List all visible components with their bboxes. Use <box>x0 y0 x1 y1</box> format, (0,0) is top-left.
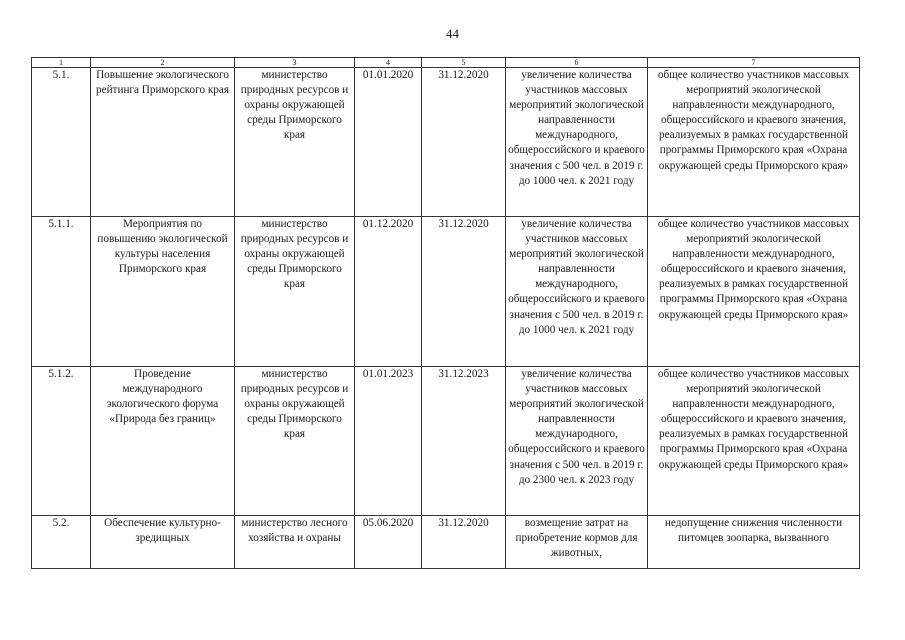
measure-name: Мероприятия по повышению экологической культуры населения Приморского края <box>91 217 235 367</box>
start-date: 05.06.2020 <box>362 517 414 529</box>
indicator: общее количество участников массовых мероприятий экологической направленности международного, общероссийского и краевого значения, реализуемых в рамках государственной программы Приморского края «Охрана окружающей среды Приморского края» <box>648 68 860 217</box>
column-number: 5 <box>422 58 506 68</box>
end-date: 31.12.2020 <box>438 517 489 529</box>
expected-result: увеличение количества участников массовых мероприятий экологической направленности международного, общероссийского и краевого значения с 500 чел. в 2019 г. до 2300 чел. к 2023 году <box>506 367 648 516</box>
table-row <box>32 367 860 516</box>
end-date: 31.12.2020 <box>422 217 506 367</box>
column-number: 6 <box>506 58 648 68</box>
measure-name: Повышение экологического рейтинга Приморского края <box>91 68 235 217</box>
column-number-row <box>32 58 860 68</box>
page-number: 44 <box>446 26 459 41</box>
column-number: 1 <box>32 58 91 68</box>
end-date: 31.12.2023 <box>422 367 506 516</box>
indicator: недопущение снижения численности питомцев зоопарка, вызванного <box>664 517 843 545</box>
executor: министерство лесного хозяйства и охраны <box>241 517 348 545</box>
item-number: 5.1.2. <box>32 367 91 516</box>
item-number: 5.1.1. <box>32 217 91 367</box>
column-number: 3 <box>235 58 355 68</box>
measure-name: Обеспечение культурно-зредищных <box>104 517 221 545</box>
start-date: 01.01.2023 <box>355 367 422 516</box>
executor: министерство природных ресурсов и охраны окружающей среды Приморского края <box>235 68 355 217</box>
indicator: общее количество участников массовых мероприятий экологической направленности международного, общероссийского и краевого значения, реализуемых в рамках государственной программы Приморского края «Охрана окружающей среды Приморского края» <box>648 217 860 367</box>
start-date: 01.12.2020 <box>355 217 422 367</box>
item-number: 5.2. <box>52 517 70 529</box>
expected-result: увеличение количества участников массовых мероприятий экологической направленности международного, общероссийского и краевого значения с 500 чел. в 2019 г. до 1000 чел. к 2021 году <box>506 68 648 217</box>
column-number: 7 <box>648 58 860 68</box>
measure-name: Проведение международного экологического форума «Природа без границ» <box>91 367 235 516</box>
column-number: 4 <box>355 58 422 68</box>
indicator: общее количество участников массовых мероприятий экологической направленности международного, общероссийского и краевого значения, реализуемых в рамках государственной программы Приморского края «Охрана окружающей среды Приморского края» <box>648 367 860 516</box>
executor: министерство природных ресурсов и охраны окружающей среды Приморского края <box>235 367 355 516</box>
column-number: 2 <box>91 58 235 68</box>
start-date: 01.01.2020 <box>355 68 422 217</box>
end-date: 31.12.2020 <box>422 68 506 217</box>
table-row <box>32 217 860 367</box>
table-row <box>32 516 860 569</box>
expected-result: возмещение затрат на приобретение кормов для животных, <box>515 517 638 560</box>
expected-result: увеличение количества участников массовых мероприятий экологической направленности международного, общероссийского и краевого значения с 500 чел. в 2019 г. до 1000 чел. к 2021 году <box>506 217 648 367</box>
measures-table <box>31 57 860 569</box>
table-row <box>32 68 860 217</box>
item-number: 5.1. <box>32 68 91 217</box>
executor: министерство природных ресурсов и охраны окружающей среды Приморского края <box>235 217 355 367</box>
